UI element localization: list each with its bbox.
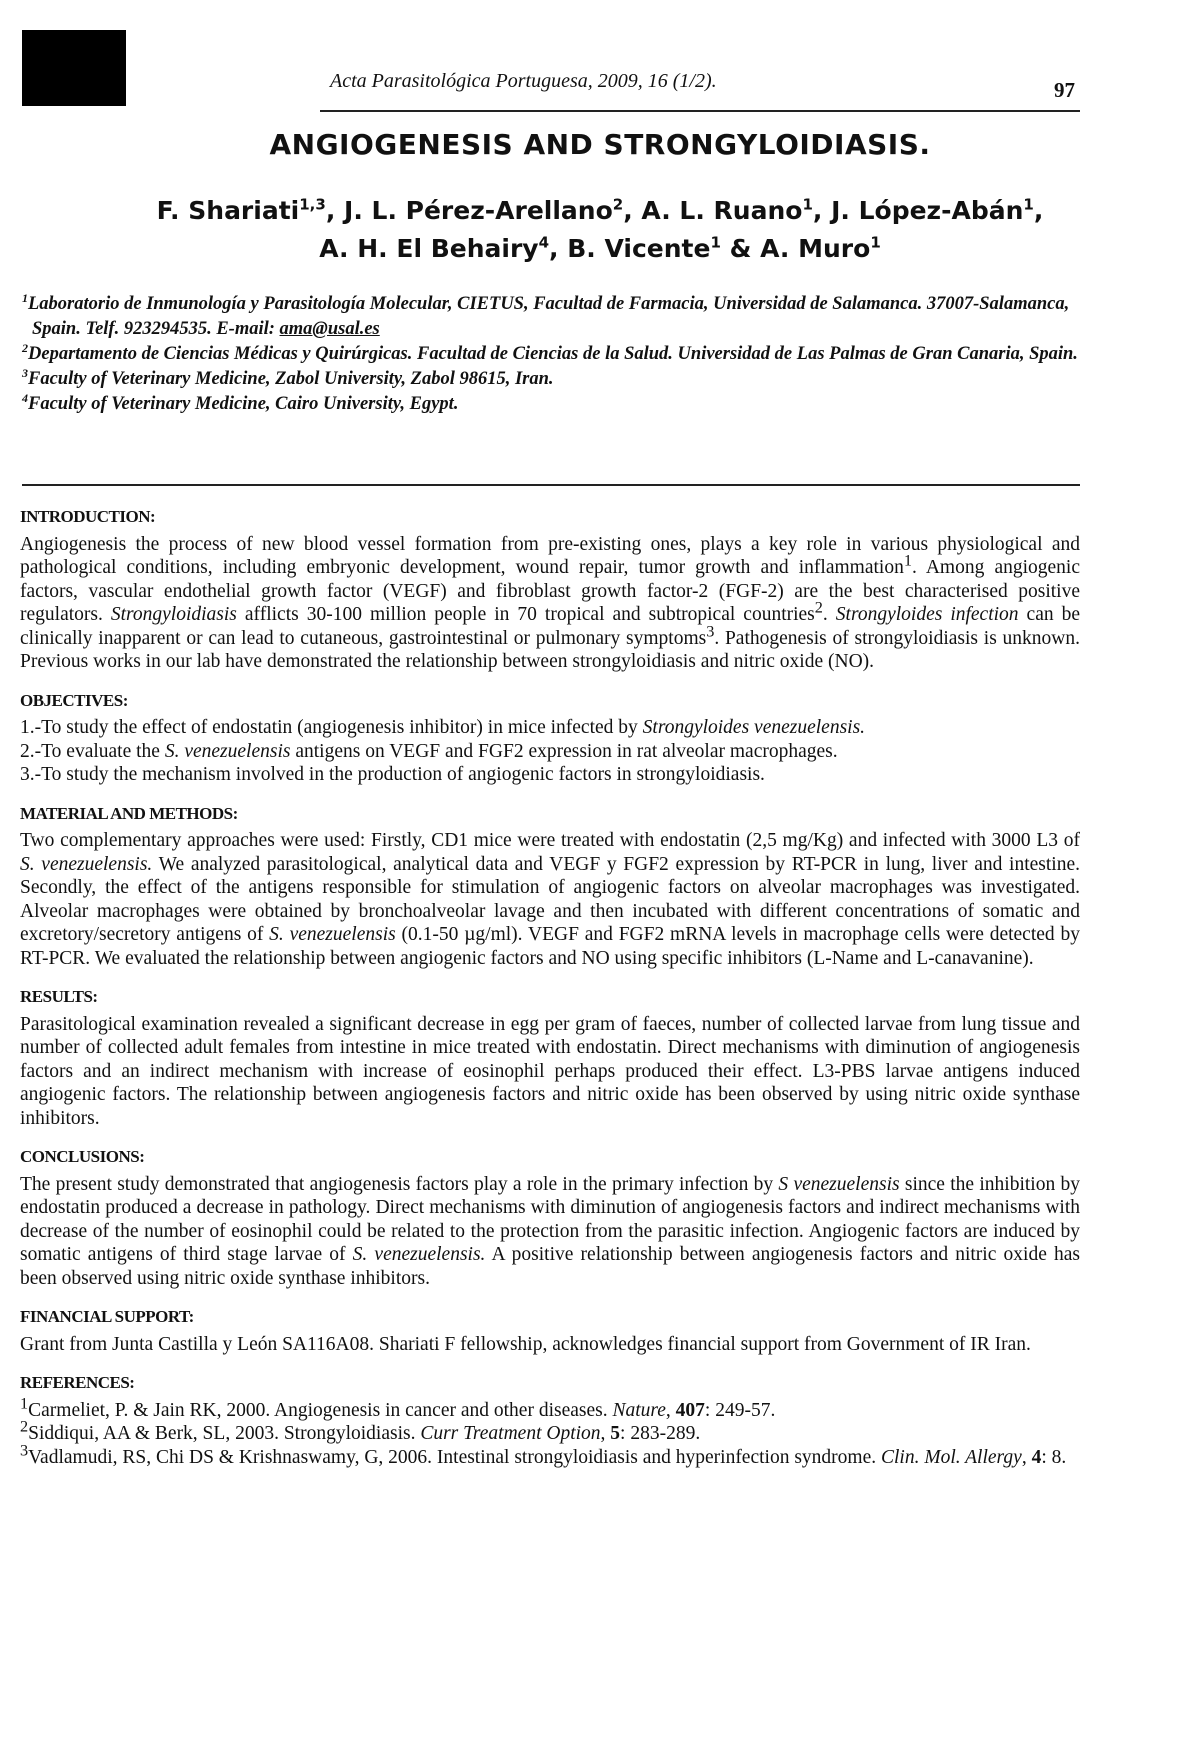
author-line-2 bbox=[0, 230, 1200, 268]
superscript: 1 bbox=[710, 233, 721, 252]
text-run: : 283-289. bbox=[620, 1423, 701, 1444]
text-run: Clin. Mol. Allergy bbox=[880, 1446, 1022, 1468]
affiliation-2 bbox=[22, 342, 1102, 367]
paper-body bbox=[20, 505, 1080, 1484]
text-run: 2.-To evaluate the bbox=[20, 740, 165, 762]
results-text bbox=[20, 1013, 1080, 1131]
conclusions-text bbox=[20, 1173, 1080, 1291]
text-run: Faculty of Veterinary Medicine, Zabol University, Zabol 98615, Iran. bbox=[28, 369, 554, 389]
text-run: antigens on VEGF and FGF2 expression in rat alveolar macrophages. bbox=[290, 740, 838, 762]
text-run: Two complementary approaches were used: Firstly, CD1 mice were treated with endostatin (2,5 mg/Kg) and infected with 3000 L3 of bbox=[20, 830, 1080, 851]
email-link[interactable]: ama@usal.es bbox=[279, 319, 380, 339]
methods-section bbox=[20, 802, 1080, 971]
text-run: Strongyloidiasis bbox=[110, 604, 237, 625]
text-run: Parasitological examination revealed a significant decrease in egg per gram of faeces, number of collected larvae from lung tissue and number of collected adult females from intestine in mice treated with endostatin. Direct mechanisms with diminution of angiogenesis factors and an indirect mechanism with increase of eosinophil perhaps produced their effect. L3-PBS larvae antigens induced angiogenic factors. The relationship between angiogenesis factors and nitric oxide has been observed by using nitric oxide synthase inhibitors. bbox=[20, 1013, 1080, 1129]
superscript: 2 bbox=[612, 195, 624, 214]
text-run: , bbox=[1021, 1446, 1032, 1468]
text-run: The present study demonstrated that angiogenesis factors play a role in the primary infection by bbox=[20, 1173, 779, 1195]
objectives-section bbox=[20, 689, 1080, 787]
author-line-1 bbox=[0, 192, 1200, 230]
text-run: (0.1-50 µg/ml). VEGF and FGF2 mRNA levels in macrophage cells were detected by RT-PCR. We evaluated the relationship between angiogenic factors and NO using specific inhibitors (L-Name and L-canavanine). bbox=[20, 924, 1080, 969]
methods-text bbox=[20, 829, 1080, 970]
paper-title: ANGIOGENESIS AND STRONGYLOIDIASIS. bbox=[269, 128, 931, 161]
page-number: 97 bbox=[1054, 78, 1075, 102]
superscript: 1 bbox=[802, 195, 813, 214]
objective-item bbox=[20, 740, 1080, 764]
text-run: Grant from Junta Castilla y León SA116A08. Shariati F fellowship, acknowledges financial support from Government of IR Iran. bbox=[20, 1333, 1031, 1355]
introduction-text bbox=[20, 533, 1080, 674]
text-run: F. Shariati bbox=[156, 196, 300, 225]
text-run: . bbox=[822, 604, 836, 625]
conclusions-heading: CONCLUSIONS: bbox=[20, 1147, 145, 1166]
text-run: . Among angiogenic factors, vascular endothelial growth factor (VEGF) and fibroblast growth factor-2 (FGF-2) are the best characterised positive regulators. bbox=[20, 557, 1081, 625]
introduction-section bbox=[20, 505, 1080, 674]
text-run: We analyzed parasitological, analytical data and VEGF y FGF2 expression by RT-PCR in lung, liver and intestine. Secondly, the effect of the antigens responsible for stimulation of angiogenic factors on alveolar macrophages was investigated. Alveolar macrophages were obtained by bronchoalveolar lavage and then incubated with different concentrations of somatic and excretory/secretory antigens of bbox=[20, 853, 1080, 945]
text-run: , J. L. Pérez-Arellano bbox=[325, 196, 613, 225]
superscript: 1 bbox=[903, 551, 912, 570]
superscript: 2 bbox=[20, 1417, 29, 1436]
text-run: : 249-57. bbox=[704, 1399, 776, 1421]
superscript: 1 bbox=[22, 290, 28, 305]
text-run: Angiogenesis the process of new blood vessel formation from pre-existing ones, plays a key role in various physiological and pathological conditions, including embryonic development, wound repair, tumor growth and inflammation bbox=[20, 533, 1080, 578]
superscript: 1,3 bbox=[299, 195, 326, 214]
affiliation-3 bbox=[22, 367, 1102, 392]
text-run: Curr Treatment Option bbox=[420, 1423, 601, 1444]
objective-item bbox=[20, 716, 1080, 740]
financial-support-section bbox=[20, 1305, 1080, 1356]
objective-item bbox=[20, 763, 1080, 787]
affiliations bbox=[22, 292, 1102, 417]
objectives-heading: OBJECTIVES: bbox=[20, 690, 128, 710]
text-run: , bbox=[600, 1423, 611, 1444]
affiliation-4 bbox=[22, 392, 1102, 417]
superscript: 3 bbox=[20, 1441, 29, 1459]
superscript: 3 bbox=[706, 622, 715, 640]
text-run: S. venezuelensis. bbox=[352, 1244, 486, 1265]
reference-item bbox=[20, 1441, 1080, 1470]
text-run: A. H. El Behairy bbox=[319, 234, 539, 263]
text-run: Strongyloides infection bbox=[835, 604, 1019, 625]
text-run: , A. L. Ruano bbox=[623, 196, 803, 225]
text-run: A positive relationship between angiogenesis factors and nitric oxide has been observed using nitric oxide synthase inhibitors. bbox=[20, 1244, 1080, 1289]
header-black-block bbox=[22, 30, 126, 106]
text-run: can be clinically inapparent or can lead to cutaneous, gastrointestinal or pulmonary symptoms bbox=[20, 604, 1081, 649]
text-run: Strongyloides venezuelensis. bbox=[642, 717, 866, 738]
superscript: 4 bbox=[538, 233, 550, 252]
text-run: Carmeliet, P. & Jain RK, 2000. Angiogenesis in cancer and other diseases. bbox=[28, 1399, 613, 1421]
reference-item bbox=[20, 1394, 1080, 1423]
section-divider bbox=[22, 484, 1080, 486]
text-run: S. venezuelensis bbox=[269, 924, 396, 945]
text-run: Siddiqui, AA & Berk, SL, 2003. Strongyloidiasis. bbox=[28, 1423, 421, 1444]
text-run: 1.-To study the effect of endostatin (angiogenesis inhibitor) in mice infected by bbox=[20, 717, 643, 738]
text-run: S. venezuelensis bbox=[164, 740, 291, 762]
affiliation-1 bbox=[22, 292, 1102, 342]
financial-support-heading: FINANCIAL SUPPORT: bbox=[20, 1307, 194, 1326]
conclusions-section bbox=[20, 1145, 1080, 1290]
text-run: S. venezuelensis. bbox=[20, 853, 153, 875]
text-run: , bbox=[1033, 196, 1044, 225]
text-run: , B. Vicente bbox=[549, 234, 711, 263]
text-run: Laboratorio de Inmunología y Parasitología Molecular, CIETUS, Facultad de Farmacia, Universidad de Salamanca. 37007-Salamanca, Spain. Telf. 923294535. E-mail: bbox=[28, 294, 1070, 339]
text-run: Nature bbox=[612, 1399, 666, 1421]
text-run: Faculty of Veterinary Medicine, Cairo University, Egypt. bbox=[28, 394, 459, 414]
text-run: 3.-To study the mechanism involved in the production of angiogenic factors in strongyloidiasis. bbox=[20, 764, 765, 785]
superscript: 1 bbox=[870, 233, 881, 252]
text-run: 4 bbox=[1031, 1446, 1042, 1468]
journal-citation: Acta Parasitológica Portuguesa, 2009, 16 (1/2). bbox=[330, 70, 717, 92]
references-heading: REFERENCES: bbox=[20, 1373, 135, 1392]
text-run: S venezuelensis bbox=[778, 1173, 900, 1195]
text-run: 5 bbox=[610, 1423, 621, 1444]
text-run: , J. López-Abán bbox=[812, 196, 1024, 225]
text-run: Departamento de Ciencias Médicas y Quirúrgicas. Facultad de Ciencias de la Salud. Universidad de Las Palmas de Gran Canaria, Spain. bbox=[28, 344, 1078, 364]
text-run: : 8. bbox=[1041, 1446, 1067, 1468]
methods-heading: MATERIAL AND METHODS: bbox=[20, 803, 238, 823]
results-section bbox=[20, 985, 1080, 1130]
text-run: afflicts 30-100 million people in 70 tropical and subtropical countries bbox=[236, 604, 815, 625]
reference-item bbox=[20, 1417, 1080, 1446]
superscript: 1 bbox=[20, 1394, 29, 1412]
superscript: 4 bbox=[22, 390, 28, 405]
text-run: . Pathogenesis of strongyloidiasis is unknown. Previous works in our lab have demonstrated the relationship between strongyloidiasis and nitric oxide (NO). bbox=[20, 627, 1080, 672]
superscript: 2 bbox=[22, 340, 28, 355]
superscript: 3 bbox=[22, 365, 28, 380]
financial-support-text bbox=[20, 1333, 1080, 1357]
references-section bbox=[20, 1371, 1080, 1469]
author-list bbox=[0, 192, 1200, 268]
text-run: & A. Muro bbox=[720, 234, 871, 263]
superscript: 2 bbox=[814, 598, 823, 617]
text-run: , bbox=[665, 1399, 676, 1421]
superscript: 1 bbox=[1023, 195, 1034, 214]
header-rule bbox=[320, 110, 1080, 112]
text-run: 407 bbox=[675, 1399, 705, 1421]
text-run: Vadlamudi, RS, Chi DS & Krishnaswamy, G, 2006. Intestinal strongyloidiasis and hyperinfection syndrome. bbox=[28, 1446, 881, 1468]
results-heading: RESULTS: bbox=[20, 987, 98, 1006]
text-run: since the inhibition by endostatin produced a decrease in pathology. Direct mechanisms with diminution of angiogenesis factors and indirect mechanisms with decrease of the number of eosinophil could be related to the protection from the parasitic infection. Angiogenic factors are induced by somatic antigens of third stage larvae of bbox=[20, 1173, 1080, 1265]
introduction-heading: INTRODUCTION: bbox=[20, 507, 156, 526]
